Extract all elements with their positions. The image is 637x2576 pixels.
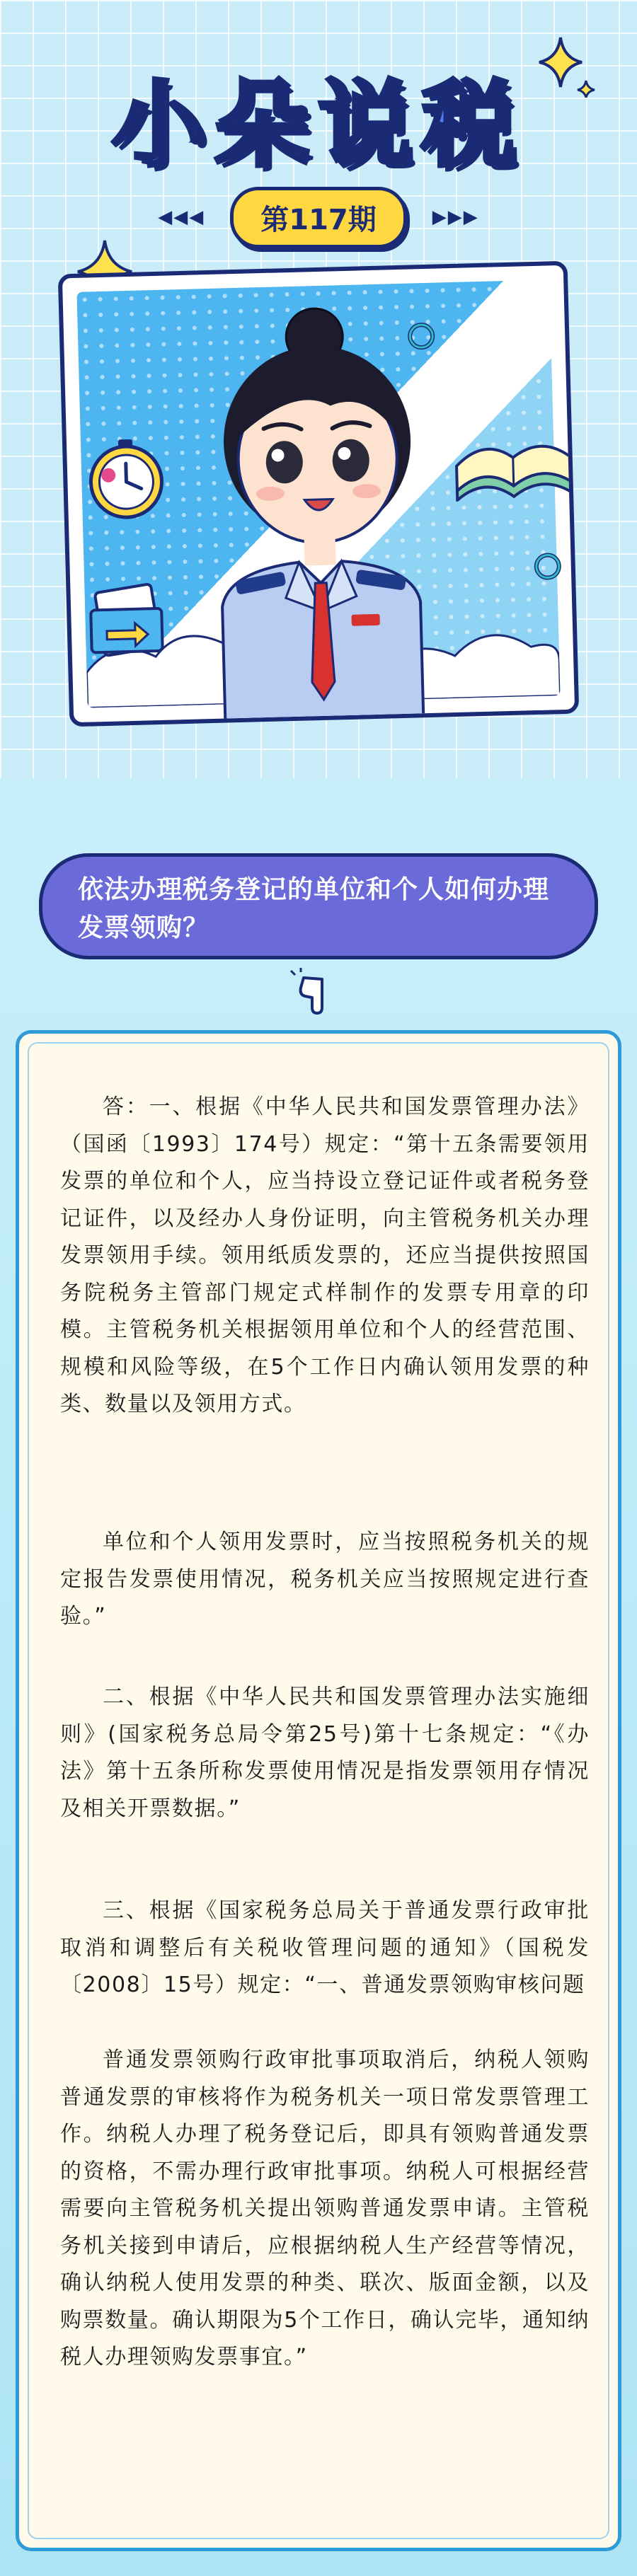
pointing-hand-icon [287, 968, 336, 1017]
answer-card [16, 1030, 621, 2551]
illustration-frame [58, 261, 580, 727]
book-icon [448, 413, 578, 502]
answer-paragraph-2: 单位和个人领用发票时，应当按照税务机关的规定报告发票使用情况，税务机关应当按照规定进行查验。” [60, 1530, 590, 1629]
question-bubble: 依法办理税务登记的单位和个人如何办理发票领购？ [39, 853, 598, 959]
hero-header [0, 0, 637, 778]
arrows-right-icon: ▶▶▶ [432, 207, 479, 228]
folder-icon [84, 580, 171, 660]
answer-paragraph-1: 答：一、根据《中华人民共和国发票管理办法》（国函〔1993〕174号）规定：“第十五条需要领用发票的单位和个人，应当持设立登记证件或者税务登记证件，以及经办人身份证明，向主管税务机关办理发票领用手续。领用纸质发票的，还应当提供按照国务院税务主管部门规定式样制作的发票专用章的印模。主管税务机关根据领用单位和个人的经营范围、规模和风险等级，在5个工作日内确认领用发票的种类、数量以及领用方式。 [60, 1094, 590, 1416]
arrows-left-icon: ◀◀◀ [158, 207, 205, 228]
page-title: 小朵说税 [112, 71, 525, 180]
ring-decoration [529, 548, 566, 584]
ring-decoration [403, 318, 440, 354]
clock-icon [79, 431, 173, 525]
issue-badge: 第117期 [230, 187, 407, 248]
answer-paragraph-3: 二、根据《中华人民共和国发票管理办法实施细则》(国家税务总局令第25号)第十七条规定：“《办法》第十五条所称发票使用情况是指发票领用存情况及相关开票数据。” [60, 1685, 590, 1821]
answer-paragraph-5: 普通发票领购行政审批事项取消后，纳税人领购普通发票的审核将作为税务机关一项日常发票管理工作。纳税人办理了税务登记后，即具有领购普通发票的资格，不需办理行政审批事项。纳税人可根据经营需要向主管税务机关提出领购普通发票申请。主管税务机关接到申请后，应根据纳税人生产经营等情况，确认纳税人使用发票的种类、联次、版面金额，以及购票数量。确认期限为5个工作日，确认完毕，通知纳税人办理领购发票事宜。” [60, 2047, 590, 2369]
answer-paragraph-4: 三、根据《国家税务总局关于普通发票行政审批取消和调整后有关税收管理问题的通知》（国税发〔2008〕15号）规定：“一、普通发票领购审核问题 [60, 1898, 590, 1997]
tax-officer-illustration [186, 296, 452, 727]
